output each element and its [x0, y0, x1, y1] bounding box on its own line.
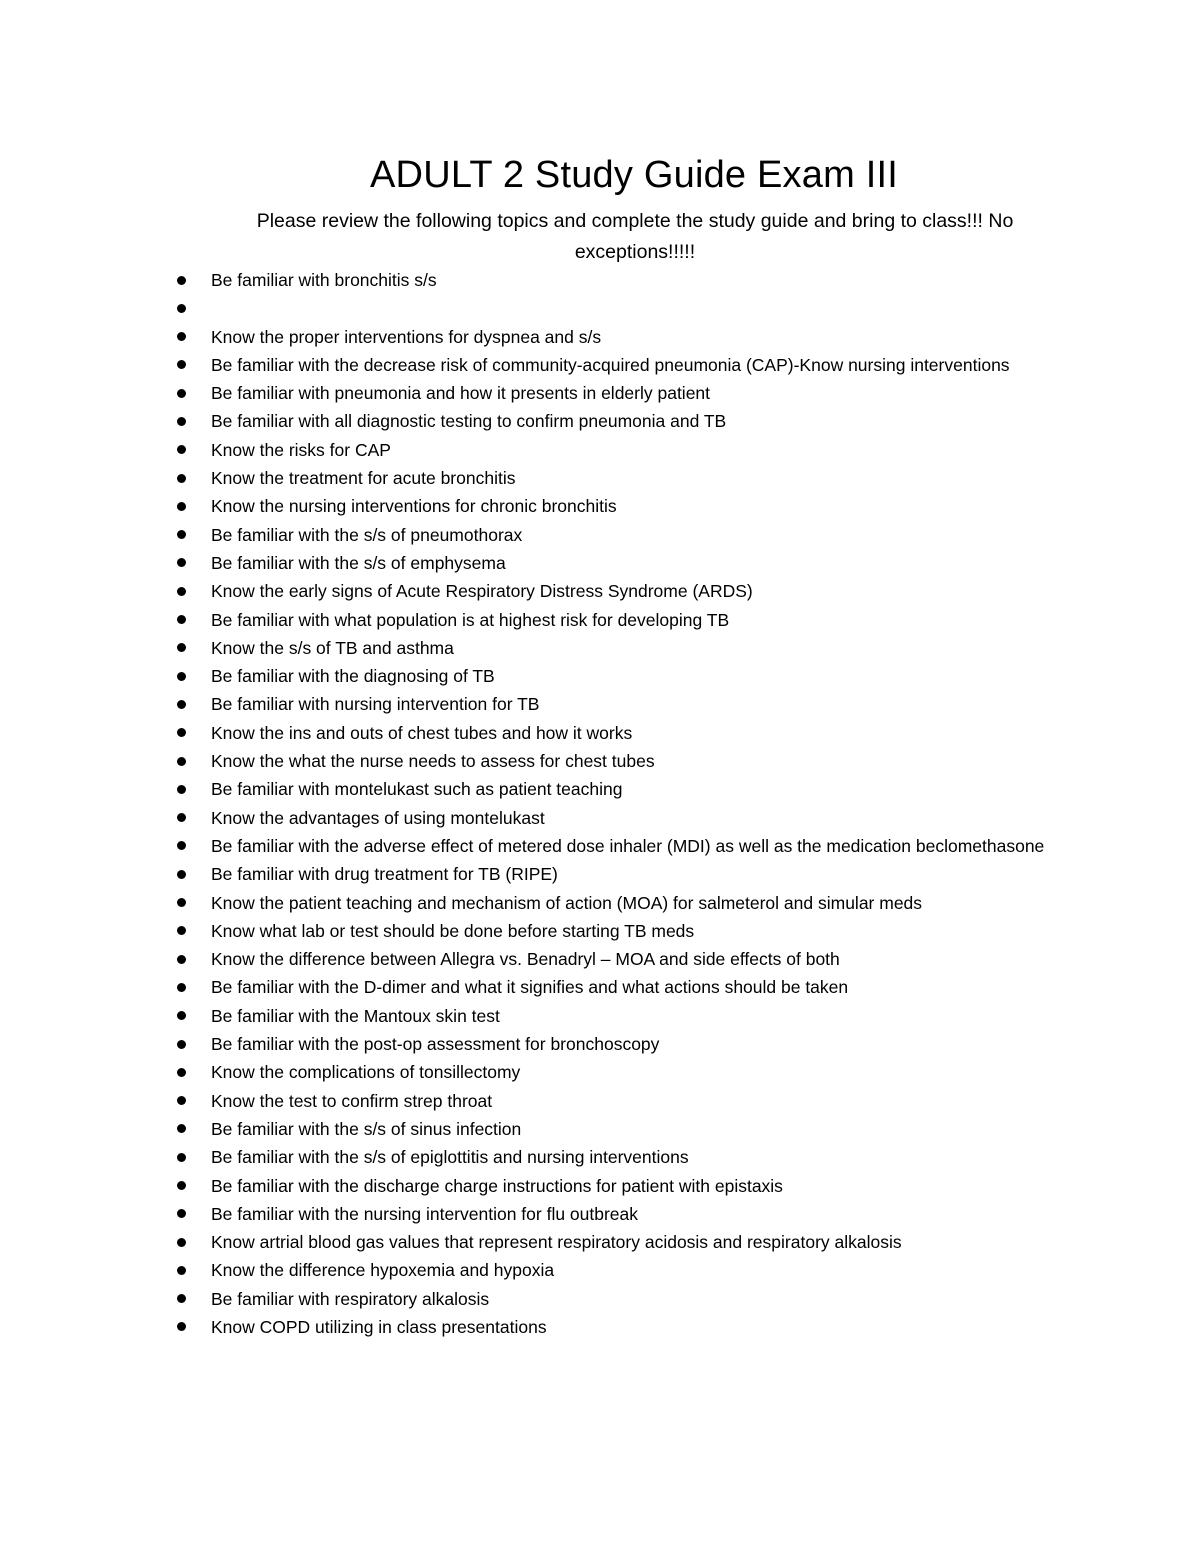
list-item	[0, 804, 1200, 832]
list-item-text: Be familiar with the s/s of pneumothorax	[211, 524, 523, 545]
list-item-text: Know the difference between Allegra vs. Benadryl – MOA and side effects of both	[211, 949, 840, 970]
list-item-text: Know the proper interventions for dyspnea and s/s	[211, 326, 602, 347]
list-item	[0, 549, 1200, 577]
list-item	[0, 973, 1200, 1001]
list-item-text: Know the treatment for acute bronchitis	[211, 468, 516, 489]
list-item	[0, 1058, 1200, 1086]
document-title: ADULT 2 Study Guide Exam III	[370, 154, 898, 196]
list-item	[0, 1115, 1200, 1143]
list-item	[0, 662, 1200, 690]
topic-list	[0, 266, 1200, 1341]
list-item	[0, 945, 1200, 973]
bullet-icon	[177, 926, 186, 935]
list-item-text: Know the what the nurse needs to assess for chest tubes	[211, 751, 655, 772]
list-item	[0, 379, 1200, 407]
bullet-icon	[177, 813, 186, 822]
bullet-icon	[177, 728, 186, 737]
list-item-text: Be familiar with the adverse effect of metered dose inhaler (MDI) as well as the medication beclomethasone	[211, 835, 1045, 856]
bullet-icon	[177, 1096, 186, 1105]
list-item	[0, 606, 1200, 634]
list-item	[0, 690, 1200, 718]
list-item	[0, 294, 1200, 322]
list-item-text: Be familiar with the discharge charge instructions for patient with epistaxis	[211, 1175, 783, 1196]
list-item	[0, 464, 1200, 492]
list-item-text: Be familiar with montelukast such as patient teaching	[211, 779, 623, 800]
bullet-icon	[177, 643, 186, 652]
bullet-icon	[177, 360, 186, 369]
list-item	[0, 1256, 1200, 1284]
list-item	[0, 1087, 1200, 1115]
list-item	[0, 634, 1200, 662]
list-item-text: Know the early signs of Acute Respiratory Distress Syndrome (ARDS)	[211, 581, 753, 602]
list-item-text	[211, 294, 1050, 322]
list-item	[0, 436, 1200, 464]
list-item-text: Know the ins and outs of chest tubes and how it works	[211, 722, 633, 743]
list-item-text: Be familiar with the s/s of emphysema	[211, 552, 506, 573]
document-subtitle: Please review the following topics and complete the study guide and bring to class!!! No exceptions!!!!!	[256, 210, 1014, 263]
list-item-text: Know the complications of tonsillectomy	[211, 1062, 521, 1083]
list-item	[0, 1285, 1200, 1313]
list-item-text: Be familiar with the s/s of epiglottitis and nursing interventions	[211, 1147, 689, 1168]
list-item	[0, 521, 1200, 549]
bullet-icon	[177, 955, 186, 964]
list-item	[0, 1002, 1200, 1030]
list-item	[0, 889, 1200, 917]
list-item-text: Be familiar with the nursing intervention for flu outbreak	[211, 1203, 639, 1224]
list-item	[0, 266, 1200, 294]
bullet-icon	[177, 1294, 186, 1303]
bullet-icon	[177, 1322, 186, 1331]
list-item	[0, 407, 1200, 435]
bullet-icon	[177, 757, 186, 766]
bullet-icon	[177, 1068, 186, 1077]
bullet-icon	[177, 1040, 186, 1049]
list-item-text: Be familiar with the diagnosing of TB	[211, 666, 495, 687]
list-item-text: Know the advantages of using montelukast	[211, 807, 545, 828]
list-item-text: Be familiar with pneumonia and how it presents in elderly patient	[211, 383, 711, 404]
list-item-text: Know what lab or test should be done before starting TB meds	[211, 920, 695, 941]
bullet-icon	[177, 1181, 186, 1190]
list-item-text: Know COPD utilizing in class presentations	[211, 1316, 547, 1337]
list-item-text: Know the s/s of TB and asthma	[211, 637, 454, 658]
list-item-text: Be familiar with the decrease risk of community-acquired pneumonia (CAP)-Know nursing interventions	[211, 354, 1010, 375]
list-item-text: Be familiar with nursing intervention for TB	[211, 694, 540, 715]
bullet-icon	[177, 1153, 186, 1162]
list-item-text: Be familiar with the D-dimer and what it signifies and what actions should be taken	[211, 977, 849, 998]
bullet-icon	[177, 389, 186, 398]
list-item	[0, 719, 1200, 747]
list-item-text: Be familiar with all diagnostic testing to confirm pneumonia and TB	[211, 411, 727, 432]
list-item-text: Know the test to confirm strep throat	[211, 1090, 493, 1111]
bullet-icon	[177, 841, 186, 850]
list-item-text: Know the risks for CAP	[211, 439, 391, 460]
list-item-text: Know the nursing interventions for chronic bronchitis	[211, 496, 617, 517]
list-item	[0, 1313, 1200, 1341]
list-item	[0, 492, 1200, 520]
bullet-icon	[177, 700, 186, 709]
bullet-icon	[177, 558, 186, 567]
bullet-icon	[177, 276, 186, 285]
bullet-icon	[177, 530, 186, 539]
list-item	[0, 351, 1200, 379]
bullet-icon	[177, 332, 186, 341]
list-item-text: Be familiar with respiratory alkalosis	[211, 1288, 490, 1309]
list-item-text: Know artrial blood gas values that represent respiratory acidosis and respiratory alkalosis	[211, 1232, 902, 1253]
list-item	[0, 860, 1200, 888]
list-item	[0, 1030, 1200, 1058]
bullet-icon	[177, 615, 186, 624]
list-item-text: Be familiar with the post-op assessment for bronchoscopy	[211, 1034, 660, 1055]
list-item-text: Know the patient teaching and mechanism of action (MOA) for salmeterol and simular meds	[211, 892, 923, 913]
bullet-icon	[177, 1011, 186, 1020]
bullet-icon	[177, 1266, 186, 1275]
list-item	[0, 1143, 1200, 1171]
list-item	[0, 775, 1200, 803]
list-item-text: Be familiar with the s/s of sinus infection	[211, 1118, 522, 1139]
list-item	[0, 747, 1200, 775]
list-item	[0, 1172, 1200, 1200]
bullet-icon	[177, 445, 186, 454]
list-item	[0, 832, 1200, 860]
bullet-icon	[177, 417, 186, 426]
list-item	[0, 917, 1200, 945]
bullet-icon	[177, 587, 186, 596]
list-item-text: Know the difference hypoxemia and hypoxia	[211, 1260, 555, 1281]
bullet-icon	[177, 502, 186, 511]
bullet-icon	[177, 898, 186, 907]
list-item-text: Be familiar with drug treatment for TB (RIPE)	[211, 864, 558, 885]
bullet-icon	[177, 474, 186, 483]
list-item-text: Be familiar with the Mantoux skin test	[211, 1005, 500, 1026]
list-item-text: Be familiar with what population is at highest risk for developing TB	[211, 609, 730, 630]
bullet-icon	[177, 1238, 186, 1247]
list-item	[0, 323, 1200, 351]
bullet-icon	[177, 1209, 186, 1218]
list-item	[0, 1200, 1200, 1228]
list-item	[0, 577, 1200, 605]
bullet-icon	[177, 1124, 186, 1133]
bullet-icon	[177, 304, 186, 313]
bullet-icon	[177, 672, 186, 681]
list-item	[0, 1228, 1200, 1256]
bullet-icon	[177, 870, 186, 879]
bullet-icon	[177, 983, 186, 992]
bullet-icon	[177, 785, 186, 794]
list-item-text: Be familiar with bronchitis s/s	[211, 270, 437, 290]
